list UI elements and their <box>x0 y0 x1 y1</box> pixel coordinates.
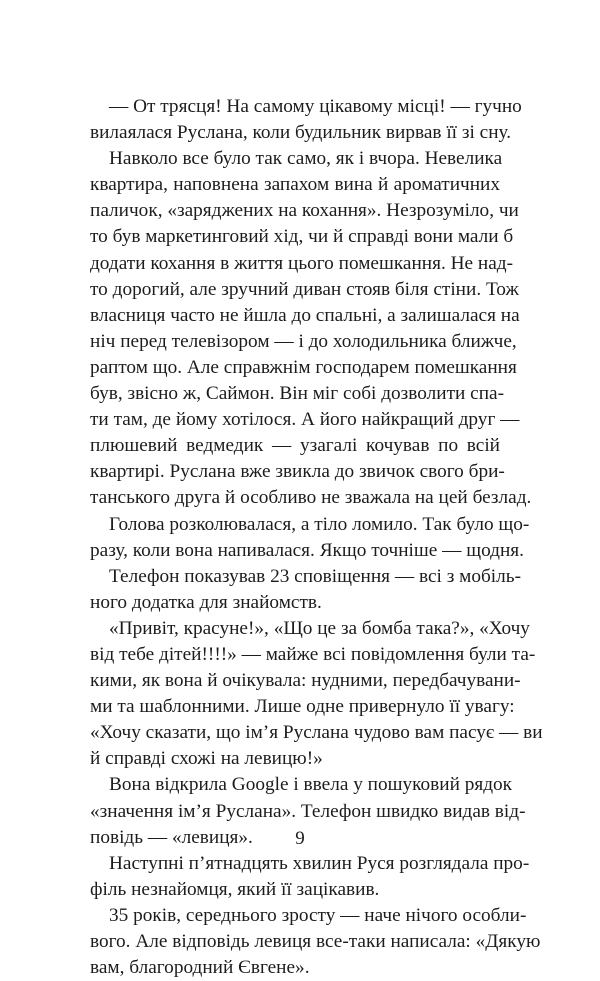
text-line: раптом що. Але справжнім господарем помешкання <box>90 356 517 378</box>
text-line: Вона відкрила Google і ввела у пошуковий рядок <box>109 774 513 796</box>
text-line: був, звісно ж, Саймон. Він міг собі дозволити спа- <box>90 383 504 405</box>
paragraph <box>90 564 521 616</box>
text-line: Наступні п’ятнадцять хвилин Руся розглядала про- <box>109 852 530 874</box>
text-line: плюшевий ведмедик — узагалі кочував по всій <box>90 435 500 457</box>
text-line: паличок, «заряджених на кохання». Незрозуміло, чи <box>90 200 519 222</box>
text-line: ного додатка для знайомств. <box>90 591 322 613</box>
text-line: філь незнайомця, який її зацікавив. <box>90 878 380 900</box>
page-number: 9 <box>295 828 305 849</box>
text-line: танського друга й особливо не зважала на цей безлад. <box>90 487 532 509</box>
text-line: разу, коли вона напивалася. Якщо точніше — щодня. <box>90 539 524 561</box>
text-line: додати кохання в життя цього помешкання. Не над- <box>90 252 514 274</box>
text-line: то був маркетинговий хід, чи й справді вони мали б <box>90 226 514 248</box>
text-line: — От трясця! На самому цікавому місці! — гучно <box>109 96 522 117</box>
text-line: вилаялася Руслана, коли будильник вирвав її зі сну. <box>90 122 512 144</box>
paragraph <box>90 851 530 903</box>
text-line: ти там, де йому хотілося. А його найкращий друг — <box>90 409 520 431</box>
paragraph <box>90 146 532 511</box>
text-line: кими, як вона й очікувала: нудними, передбачувани- <box>90 670 521 692</box>
text-line: ми та шаблонними. Лише одне привернуло її увагу: <box>90 696 515 718</box>
paragraph <box>90 94 522 146</box>
text-line: ніч перед телевізором — і до холодильника ближче, <box>90 330 517 352</box>
text-line: вого. Але відповідь левиця все-таки написала: «Дякую <box>90 931 541 952</box>
text-line: «значення ім’я Руслана». Телефон швидко видав від- <box>90 800 526 822</box>
text-line: Телефон показував 23 сповіщення — всі з мобіль- <box>109 565 521 587</box>
text-line: «Хочу сказати, що ім’я Руслана чудово вам пасує — ви <box>90 722 543 744</box>
text-line: Навколо все було так само, як і вчора. Невелика <box>109 148 503 170</box>
paragraph <box>90 616 543 773</box>
text-line: й справді схожі на левицю!» <box>90 748 323 770</box>
paragraph <box>90 512 530 564</box>
text-line: квартирі. Руслана вже звикла до звичок свого бри- <box>90 461 505 483</box>
text-line: то дорогий, але зручний диван стояв біля стіни. Тож <box>90 278 519 300</box>
text-line: від тебе дітей!!!!» — майже всі повідомлення були та- <box>90 643 536 665</box>
paragraph <box>90 903 541 981</box>
text-line: квартира, наповнена запахом вина й ароматичних <box>90 174 500 196</box>
text-line: Голова розколювалася, а тіло ломило. Так було що- <box>109 513 530 535</box>
text-line: власниця часто не йшла до спальні, а залишалася на <box>90 304 520 326</box>
text-line: «Привіт, красуне!», «Що це за бомба така?», «Хочу <box>109 617 530 639</box>
text-line: вам, благородний Євгене». <box>90 957 310 979</box>
text-line: 35 років, середнього зросту — наче нічого особли- <box>109 904 527 926</box>
text-line: повідь — «левиця». <box>90 826 253 848</box>
